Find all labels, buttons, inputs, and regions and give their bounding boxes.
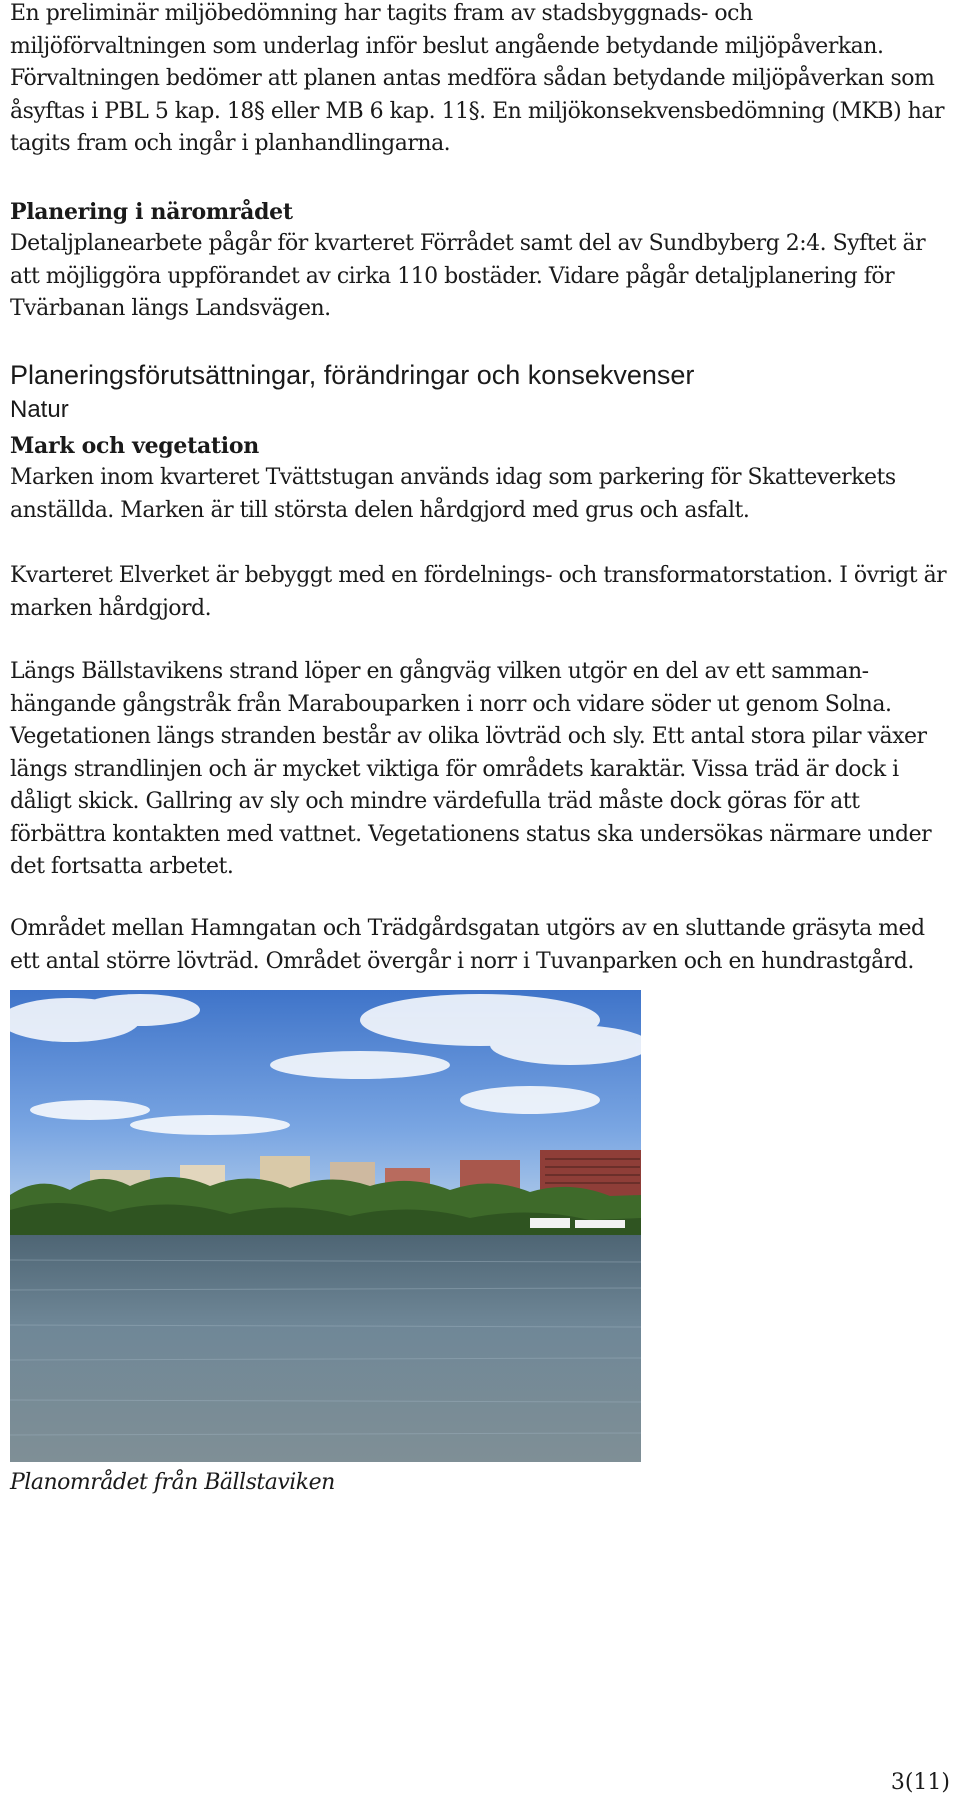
paragraph-ballstaviken: Längs Bällstavikens strand löper en gångväg vilken utgör en del av ett samman-hängande gångstråk från Marabouparken i norr och vidare söder ut genom Solna. Vegetationen längs stranden består av olika lövträd och sly. Ett antal stora pilar växer längs strandlinjen och är mycket viktiga för områdets karaktär. Vissa träd är dock i dåligt skick. Gallring av sly och mindre värdefulla träd måste dock göras för att förbättra kontakten med vattnet. Vegetationens status ska undersökas närmare under det fortsatta arbetet.	[10, 659, 932, 879]
paragraph-tvattstugan: Marken inom kvarteret Tvättstugan används idag som parkering för Skatteverkets anställda. Marken är till största delen hårdgjord med grus och asfalt.	[10, 465, 896, 523]
figure-caption: Planområdet från Bällstaviken	[10, 1470, 335, 1495]
paragraph-elverket: Kvarteret Elverket är bebyggt med en fördelnings- och transformatorstation. I övrigt är marken hårdgjord.	[10, 563, 947, 621]
section-heading: Planeringsförutsättningar, förändringar och konsekvenser	[10, 360, 695, 390]
lake-photo	[10, 990, 641, 1462]
planering-paragraph: Detaljplanearbete pågår för kvarteret Förrådet samt del av Sundbyberg 2:4. Syftet är att möjliggöra uppförandet av cirka 110 bostäder. Vidare pågår detaljplanering för Tvärbanan längs Landsvägen.	[10, 231, 926, 321]
subheading-natur: Natur	[10, 396, 69, 423]
page-number: 3(11)	[890, 1770, 950, 1795]
paragraph-hamngatan: Området mellan Hamngatan och Trädgårdsgatan utgörs av en sluttande gräsyta med ett antal större lövträd. Området övergår i norr i Tuvanparken och en hundrastgård.	[10, 916, 925, 974]
heading-mark-vegetation: Mark och vegetation	[10, 433, 259, 459]
intro-paragraph: En preliminär miljöbedömning har tagits fram av stadsbyggnads- och miljöförvaltningen som underlag inför beslut angående betydande miljöpåverkan. Förvaltningen bedömer att planen antas medföra sådan betydande miljöpåverkan som åsyftas i PBL 5 kap. 18§ eller MB 6 kap. 11§. En miljökonsekvensbedömning (MKB) har tagits fram och ingår i planhandlingarna.	[10, 1, 944, 156]
heading-planering: Planering i närområdet	[10, 199, 293, 225]
